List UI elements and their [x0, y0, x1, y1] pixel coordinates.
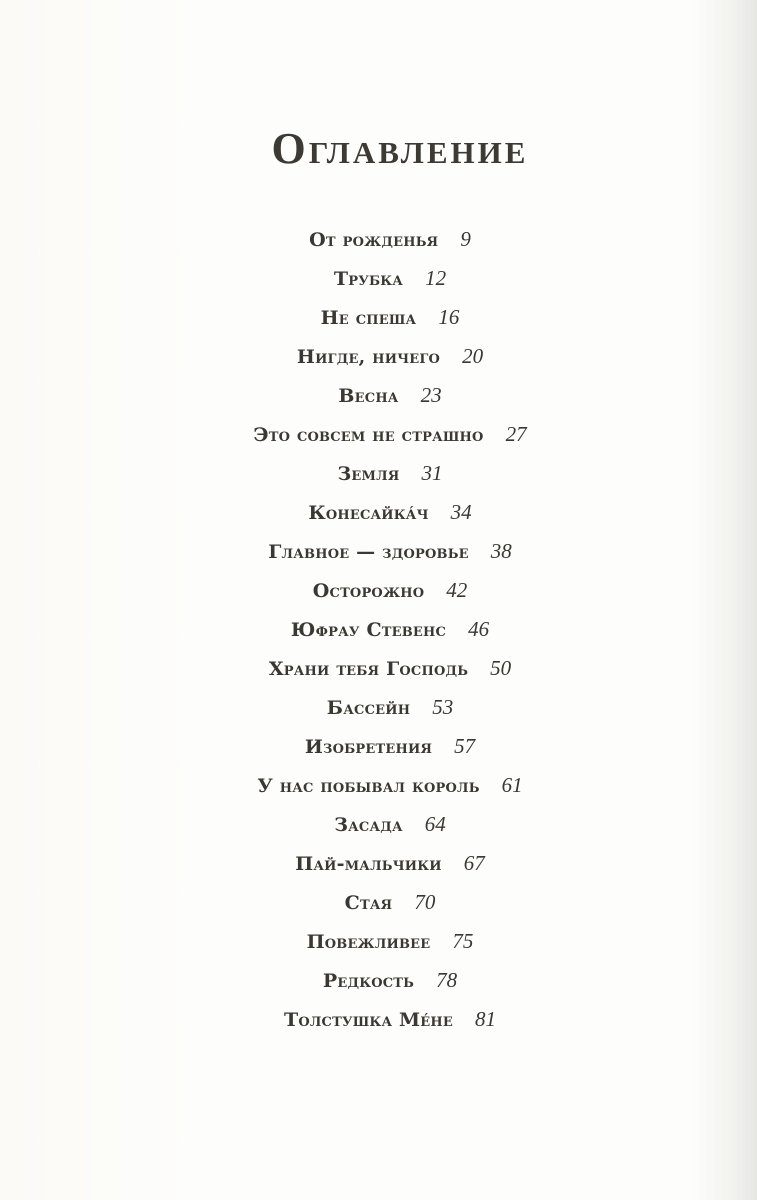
toc-entry: [0, 532, 757, 571]
toc-entry: [0, 766, 757, 805]
toc-entry-title: Не спеша: [320, 307, 417, 329]
toc-entry-title: У нас побывал король: [257, 775, 480, 797]
toc-entry-page: 16: [438, 305, 460, 329]
toc-entry-title: Засада: [334, 814, 403, 836]
toc-entry-title: Конесайка́ч: [308, 502, 429, 524]
toc-entry-title: Храни тебя Господь: [268, 658, 469, 680]
toc-entry: [0, 337, 757, 376]
toc-entry-title: Бассейн: [326, 697, 411, 719]
toc-entry-page: 81: [474, 1007, 496, 1031]
toc-entry-title: Пай-мальчики: [295, 853, 442, 875]
toc-entry: [0, 259, 757, 298]
toc-entry-title: Толстушка Ме́не: [284, 1009, 453, 1031]
toc-entry-page: 75: [452, 929, 474, 953]
toc-entry-title: Стая: [344, 892, 393, 914]
toc-entry-page: 31: [421, 461, 443, 485]
toc-entry-page: 53: [432, 695, 454, 719]
toc-entry-title: Юфрау Стевенс: [290, 619, 447, 641]
toc-entry: [0, 376, 757, 415]
toc-entry: [0, 610, 757, 649]
table-of-contents: [0, 220, 757, 1039]
toc-entry-title: Повежливее: [306, 931, 431, 953]
toc-entry-page: 50: [490, 656, 512, 680]
toc-entry: [0, 961, 757, 1000]
toc-entry-page: 46: [468, 617, 490, 641]
toc-entry-page: 64: [424, 812, 446, 836]
page-title: Оглавление: [271, 124, 529, 174]
toc-entry-page: 20: [462, 344, 484, 368]
toc-entry: [0, 805, 757, 844]
toc-entry: [0, 571, 757, 610]
toc-entry-title: Земля: [337, 463, 400, 485]
toc-entry: [0, 649, 757, 688]
toc-entry-page: 27: [505, 422, 527, 446]
toc-entry-title: Это совсем не страшно: [253, 424, 484, 446]
toc-entry-title: Трубка: [333, 268, 404, 290]
toc-entry: [0, 922, 757, 961]
toc-entry-page: 9: [460, 227, 471, 251]
toc-entry-title: Редкость: [322, 970, 415, 992]
toc-entry-page: 78: [436, 968, 458, 992]
toc-entry-page: 42: [446, 578, 468, 602]
toc-entry-title: Изобретения: [304, 736, 433, 758]
toc-entry: [0, 727, 757, 766]
toc-entry-page: 57: [454, 734, 476, 758]
toc-entry: [0, 1000, 757, 1039]
toc-entry: [0, 220, 757, 259]
toc-entry-title: Главное — здоровье: [268, 541, 469, 563]
toc-entry-page: 12: [425, 266, 447, 290]
toc-entry-page: 67: [463, 851, 485, 875]
toc-entry-title: Нигде, ничего: [296, 346, 441, 368]
toc-entry-page: 23: [420, 383, 442, 407]
toc-entry: [0, 298, 757, 337]
toc-entry: [0, 688, 757, 727]
toc-entry-title: Весна: [338, 385, 399, 407]
toc-entry: [0, 883, 757, 922]
toc-entry-page: 38: [490, 539, 512, 563]
toc-entry-page: 61: [501, 773, 523, 797]
toc-entry: [0, 415, 757, 454]
toc-entry-title: От рожденья: [309, 229, 439, 251]
toc-entry-page: 70: [414, 890, 436, 914]
toc-entry: [0, 844, 757, 883]
toc-entry-title: Осторожно: [312, 580, 425, 602]
toc-entry-page: 34: [450, 500, 472, 524]
toc-entry: [0, 454, 757, 493]
toc-entry: [0, 493, 757, 532]
